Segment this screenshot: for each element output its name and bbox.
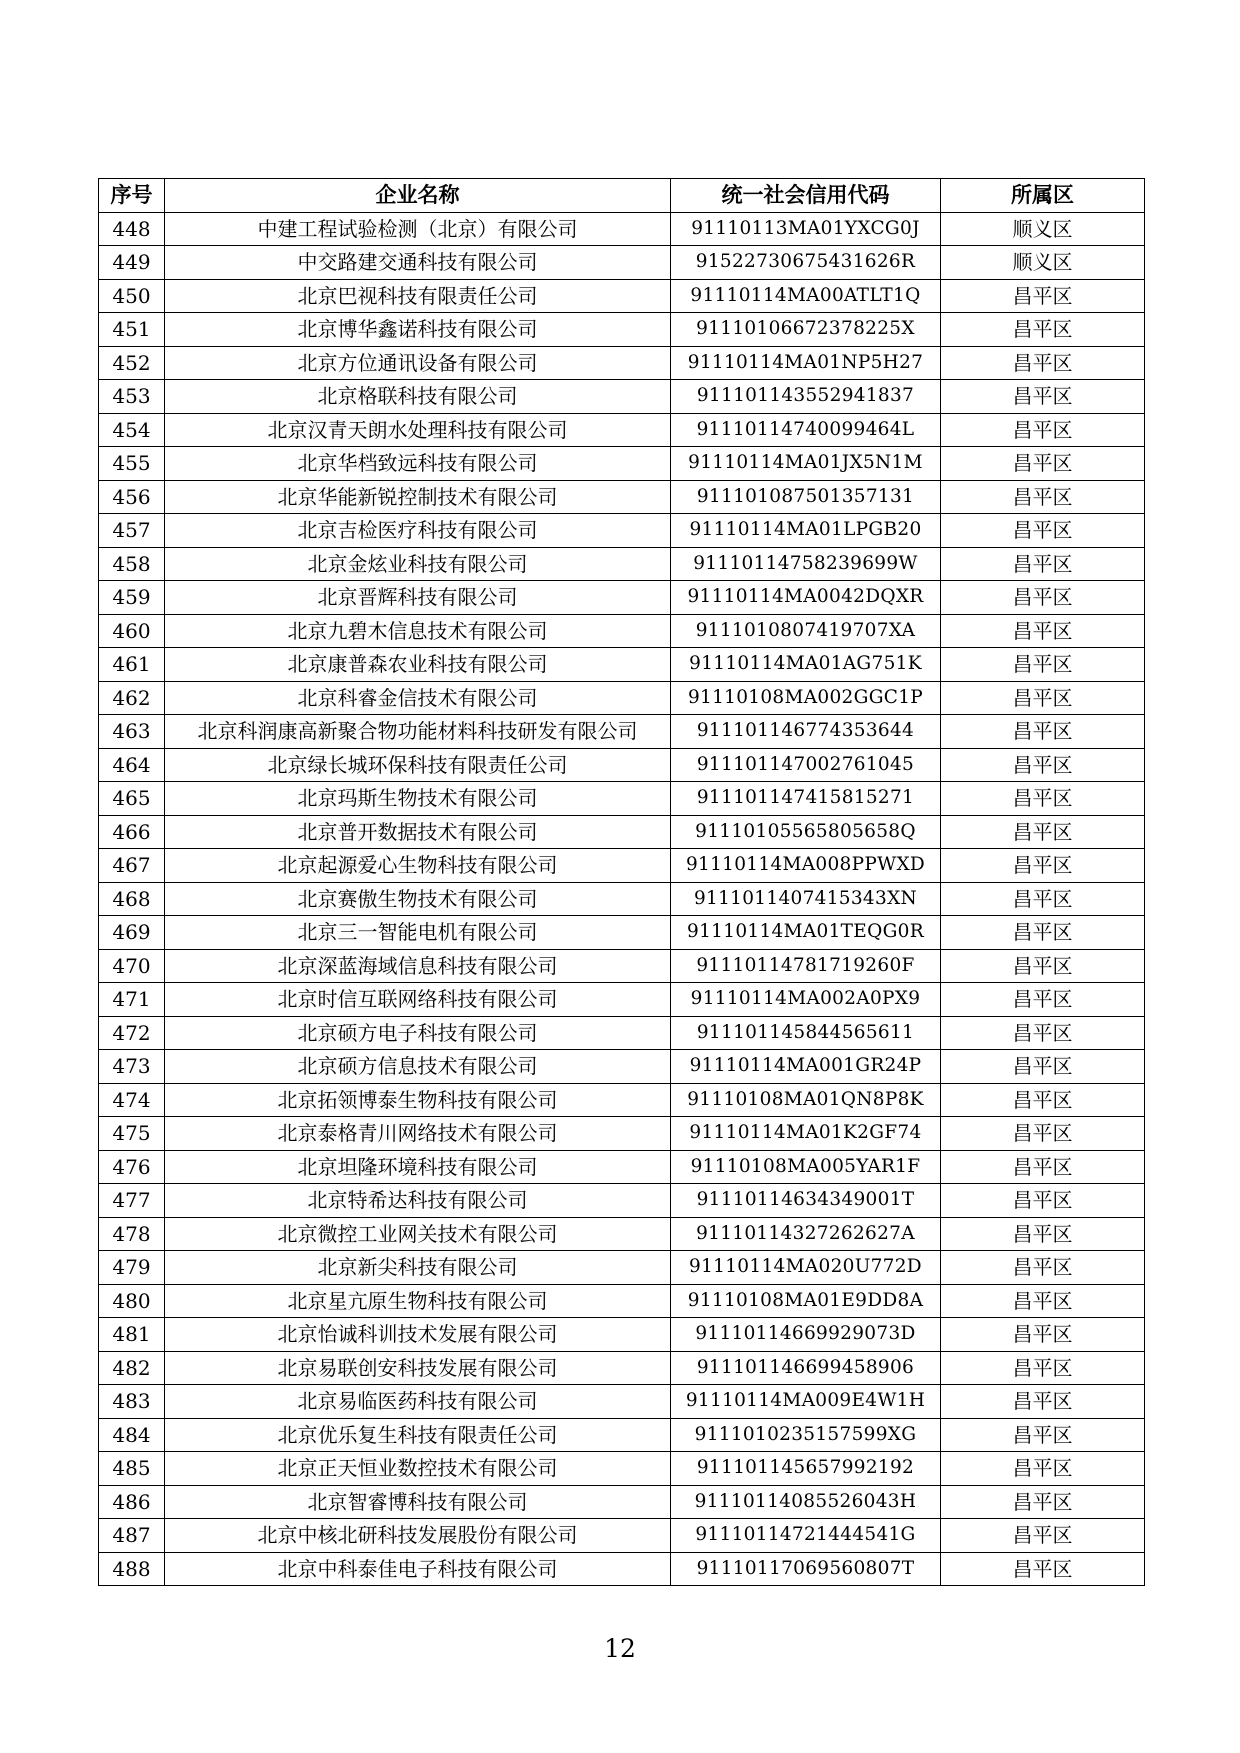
- cell-code: 911101145657992192: [671, 1452, 941, 1486]
- table-row: [99, 648, 1145, 682]
- cell-name: 北京泰格青川网络技术有限公司: [165, 1117, 671, 1151]
- cell-seq: 484: [99, 1418, 165, 1452]
- table-row: [99, 681, 1145, 715]
- cell-seq: 474: [99, 1083, 165, 1117]
- cell-code: 9111010235157599XG: [671, 1418, 941, 1452]
- cell-district: 昌平区: [941, 1050, 1145, 1084]
- cell-seq: 471: [99, 983, 165, 1017]
- cell-name: 北京智睿博科技有限公司: [165, 1485, 671, 1519]
- table-row: [99, 413, 1145, 447]
- cell-code: 911101146699458906: [671, 1351, 941, 1385]
- table-row: [99, 581, 1145, 615]
- cell-name: 北京康普森农业科技有限公司: [165, 648, 671, 682]
- table-row: [99, 1318, 1145, 1352]
- table-row: [99, 1117, 1145, 1151]
- cell-code: 91522730675431626R: [671, 246, 941, 280]
- cell-code: 91110114634349001T: [671, 1184, 941, 1218]
- table-row: [99, 849, 1145, 883]
- cell-name: 北京吉检医疗科技有限公司: [165, 514, 671, 548]
- cell-district: 昌平区: [941, 1385, 1145, 1419]
- cell-code: 91110113MA01YXCG0J: [671, 212, 941, 246]
- cell-code: 91110114721444541G: [671, 1519, 941, 1553]
- cell-code: 91110114MA01TEQG0R: [671, 916, 941, 950]
- table-row: [99, 1284, 1145, 1318]
- cell-code: 91110114758239699W: [671, 547, 941, 581]
- cell-seq: 455: [99, 447, 165, 481]
- table-row: [99, 547, 1145, 581]
- cell-name: 北京普开数据技术有限公司: [165, 815, 671, 849]
- header-code: 统一社会信用代码: [671, 179, 941, 213]
- cell-code: 91110114MA01NP5H27: [671, 346, 941, 380]
- cell-district: 昌平区: [941, 748, 1145, 782]
- cell-code: 91110114MA001GR24P: [671, 1050, 941, 1084]
- cell-district: 昌平区: [941, 1519, 1145, 1553]
- cell-code: 91110108MA01E9DD8A: [671, 1284, 941, 1318]
- cell-seq: 477: [99, 1184, 165, 1218]
- cell-seq: 448: [99, 212, 165, 246]
- cell-name: 北京新尖科技有限公司: [165, 1251, 671, 1285]
- table-row: [99, 1016, 1145, 1050]
- cell-code: 91110114MA01JX5N1M: [671, 447, 941, 481]
- cell-seq: 488: [99, 1552, 165, 1586]
- cell-seq: 454: [99, 413, 165, 447]
- table-row: [99, 1217, 1145, 1251]
- cell-code: 91110114MA0042DQXR: [671, 581, 941, 615]
- cell-name: 北京时信互联网络科技有限公司: [165, 983, 671, 1017]
- cell-code: 91110106672378225X: [671, 313, 941, 347]
- table-row: [99, 1050, 1145, 1084]
- table-row: [99, 313, 1145, 347]
- enterprise-table: [98, 178, 1145, 1586]
- cell-seq: 481: [99, 1318, 165, 1352]
- cell-seq: 465: [99, 782, 165, 816]
- page-number: 12: [604, 1634, 636, 1663]
- cell-name: 北京易临医药科技有限公司: [165, 1385, 671, 1419]
- cell-district: 昌平区: [941, 1485, 1145, 1519]
- cell-district: 昌平区: [941, 1418, 1145, 1452]
- cell-district: 昌平区: [941, 447, 1145, 481]
- cell-district: 顺义区: [941, 212, 1145, 246]
- cell-seq: 487: [99, 1519, 165, 1553]
- cell-seq: 478: [99, 1217, 165, 1251]
- cell-name: 北京科润康高新聚合物功能材料科技研发有限公司: [165, 715, 671, 749]
- cell-district: 昌平区: [941, 313, 1145, 347]
- cell-code: 91110114740099464L: [671, 413, 941, 447]
- table-row: [99, 748, 1145, 782]
- cell-district: 昌平区: [941, 1284, 1145, 1318]
- cell-district: 昌平区: [941, 1217, 1145, 1251]
- cell-seq: 456: [99, 480, 165, 514]
- cell-name: 北京坦隆环境科技有限公司: [165, 1150, 671, 1184]
- cell-seq: 480: [99, 1284, 165, 1318]
- cell-name: 北京格联科技有限公司: [165, 380, 671, 414]
- cell-code: 9111010807419707XA: [671, 614, 941, 648]
- cell-name: 北京玛斯生物技术有限公司: [165, 782, 671, 816]
- table-body: [99, 212, 1145, 1586]
- cell-name: 北京金炫业科技有限公司: [165, 547, 671, 581]
- cell-district: 昌平区: [941, 949, 1145, 983]
- cell-name: 北京方位通讯设备有限公司: [165, 346, 671, 380]
- table-row: [99, 1485, 1145, 1519]
- table-row: [99, 882, 1145, 916]
- cell-name: 北京中科泰佳电子科技有限公司: [165, 1552, 671, 1586]
- cell-seq: 479: [99, 1251, 165, 1285]
- cell-name: 北京华档致远科技有限公司: [165, 447, 671, 481]
- cell-district: 昌平区: [941, 1251, 1145, 1285]
- table-row: [99, 1552, 1145, 1586]
- cell-district: 昌平区: [941, 1083, 1145, 1117]
- cell-seq: 449: [99, 246, 165, 280]
- cell-district: 昌平区: [941, 614, 1145, 648]
- cell-code: 911101147002761045: [671, 748, 941, 782]
- table-row: [99, 916, 1145, 950]
- cell-name: 北京科睿金信技术有限公司: [165, 681, 671, 715]
- cell-district: 昌平区: [941, 1184, 1145, 1218]
- table-row: [99, 380, 1145, 414]
- table-row: [99, 514, 1145, 548]
- cell-district: 昌平区: [941, 380, 1145, 414]
- cell-name: 中建工程试验检测（北京）有限公司: [165, 212, 671, 246]
- cell-name: 北京起源爱心生物科技有限公司: [165, 849, 671, 883]
- cell-district: 昌平区: [941, 480, 1145, 514]
- cell-code: 91110114MA008PPWXD: [671, 849, 941, 883]
- cell-seq: 483: [99, 1385, 165, 1419]
- cell-code: 91110105565805658Q: [671, 815, 941, 849]
- cell-code: 91110114781719260F: [671, 949, 941, 983]
- cell-code: 9111011407415343XN: [671, 882, 941, 916]
- table-row: [99, 1083, 1145, 1117]
- cell-district: 昌平区: [941, 346, 1145, 380]
- cell-name: 北京博华鑫诺科技有限公司: [165, 313, 671, 347]
- cell-seq: 475: [99, 1117, 165, 1151]
- cell-seq: 473: [99, 1050, 165, 1084]
- cell-district: 昌平区: [941, 1016, 1145, 1050]
- cell-code: 91110108MA01QN8P8K: [671, 1083, 941, 1117]
- cell-district: 昌平区: [941, 279, 1145, 313]
- cell-code: 91110114MA00ATLT1Q: [671, 279, 941, 313]
- cell-name: 北京华能新锐控制技术有限公司: [165, 480, 671, 514]
- cell-name: 北京深蓝海域信息科技有限公司: [165, 949, 671, 983]
- cell-district: 昌平区: [941, 648, 1145, 682]
- cell-district: 昌平区: [941, 1351, 1145, 1385]
- table-header: [99, 179, 1145, 213]
- cell-name: 北京微控工业网关技术有限公司: [165, 1217, 671, 1251]
- table-row: [99, 1184, 1145, 1218]
- cell-code: 91110114MA01LPGB20: [671, 514, 941, 548]
- cell-name: 北京汉青天朗水处理科技有限公司: [165, 413, 671, 447]
- table-row: [99, 1452, 1145, 1486]
- cell-name: 北京正天恒业数控技术有限公司: [165, 1452, 671, 1486]
- cell-district: 昌平区: [941, 715, 1145, 749]
- cell-seq: 476: [99, 1150, 165, 1184]
- cell-district: 昌平区: [941, 782, 1145, 816]
- cell-district: 昌平区: [941, 916, 1145, 950]
- cell-code: 91110114MA020U772D: [671, 1251, 941, 1285]
- cell-district: 昌平区: [941, 882, 1145, 916]
- cell-district: 昌平区: [941, 849, 1145, 883]
- table-row: [99, 949, 1145, 983]
- table-row: [99, 614, 1145, 648]
- cell-district: 昌平区: [941, 815, 1145, 849]
- cell-seq: 460: [99, 614, 165, 648]
- cell-name: 北京九碧木信息技术有限公司: [165, 614, 671, 648]
- cell-seq: 485: [99, 1452, 165, 1486]
- cell-name: 北京星亢原生物科技有限公司: [165, 1284, 671, 1318]
- cell-code: 91110114085526043H: [671, 1485, 941, 1519]
- header-seq: 序号: [99, 179, 165, 213]
- cell-district: 昌平区: [941, 1452, 1145, 1486]
- cell-name: 中交路建交通科技有限公司: [165, 246, 671, 280]
- header-district: 所属区: [941, 179, 1145, 213]
- cell-code: 911101143552941837: [671, 380, 941, 414]
- table-row: [99, 782, 1145, 816]
- cell-name: 北京晋辉科技有限公司: [165, 581, 671, 615]
- cell-code: 91110114669929073D: [671, 1318, 941, 1352]
- cell-code: 91110114327262627A: [671, 1217, 941, 1251]
- cell-seq: 469: [99, 916, 165, 950]
- table-row: [99, 1385, 1145, 1419]
- cell-code: 91110114MA009E4W1H: [671, 1385, 941, 1419]
- cell-name: 北京特希达科技有限公司: [165, 1184, 671, 1218]
- cell-district: 昌平区: [941, 1552, 1145, 1586]
- table-row: [99, 447, 1145, 481]
- cell-seq: 467: [99, 849, 165, 883]
- table-row: [99, 715, 1145, 749]
- cell-code: 91110108MA002GGC1P: [671, 681, 941, 715]
- cell-seq: 459: [99, 581, 165, 615]
- cell-seq: 457: [99, 514, 165, 548]
- cell-district: 昌平区: [941, 1318, 1145, 1352]
- cell-code: 911101145844565611: [671, 1016, 941, 1050]
- cell-code: 91110114MA002A0PX9: [671, 983, 941, 1017]
- cell-seq: 450: [99, 279, 165, 313]
- cell-seq: 453: [99, 380, 165, 414]
- table-row: [99, 815, 1145, 849]
- cell-district: 昌平区: [941, 581, 1145, 615]
- cell-name: 北京硕方电子科技有限公司: [165, 1016, 671, 1050]
- cell-code: 911101147415815271: [671, 782, 941, 816]
- cell-district: 昌平区: [941, 413, 1145, 447]
- cell-seq: 472: [99, 1016, 165, 1050]
- cell-code: 91110108MA005YAR1F: [671, 1150, 941, 1184]
- cell-district: 昌平区: [941, 681, 1145, 715]
- header-row: [99, 179, 1145, 213]
- cell-name: 北京怡诚科训技术发展有限公司: [165, 1318, 671, 1352]
- cell-seq: 464: [99, 748, 165, 782]
- cell-code: 91110114MA01AG751K: [671, 648, 941, 682]
- cell-seq: 462: [99, 681, 165, 715]
- cell-name: 北京易联创安科技发展有限公司: [165, 1351, 671, 1385]
- table-row: [99, 1251, 1145, 1285]
- cell-name: 北京硕方信息技术有限公司: [165, 1050, 671, 1084]
- cell-seq: 470: [99, 949, 165, 983]
- cell-code: 911101087501357131: [671, 480, 941, 514]
- cell-district: 昌平区: [941, 1117, 1145, 1151]
- table-row: [99, 1519, 1145, 1553]
- table-row: [99, 983, 1145, 1017]
- cell-seq: 482: [99, 1351, 165, 1385]
- table-row: [99, 1351, 1145, 1385]
- cell-seq: 461: [99, 648, 165, 682]
- cell-code: 91110114MA01K2GF74: [671, 1117, 941, 1151]
- cell-seq: 452: [99, 346, 165, 380]
- cell-district: 昌平区: [941, 514, 1145, 548]
- cell-name: 北京中核北研科技发展股份有限公司: [165, 1519, 671, 1553]
- cell-district: 昌平区: [941, 547, 1145, 581]
- table-row: [99, 279, 1145, 313]
- table-row: [99, 346, 1145, 380]
- table-row: [99, 212, 1145, 246]
- cell-name: 北京三一智能电机有限公司: [165, 916, 671, 950]
- cell-seq: 451: [99, 313, 165, 347]
- table-row: [99, 480, 1145, 514]
- cell-name: 北京绿长城环保科技有限责任公司: [165, 748, 671, 782]
- table-row: [99, 1150, 1145, 1184]
- cell-name: 北京巴视科技有限责任公司: [165, 279, 671, 313]
- cell-name: 北京赛傲生物技术有限公司: [165, 882, 671, 916]
- cell-code: 911101146774353644: [671, 715, 941, 749]
- cell-code: 91110117069560807T: [671, 1552, 941, 1586]
- cell-name: 北京优乐复生科技有限责任公司: [165, 1418, 671, 1452]
- cell-seq: 463: [99, 715, 165, 749]
- cell-district: 昌平区: [941, 1150, 1145, 1184]
- cell-district: 顺义区: [941, 246, 1145, 280]
- cell-seq: 468: [99, 882, 165, 916]
- table-row: [99, 246, 1145, 280]
- cell-name: 北京拓领博泰生物科技有限公司: [165, 1083, 671, 1117]
- table-row: [99, 1418, 1145, 1452]
- header-name: 企业名称: [165, 179, 671, 213]
- cell-district: 昌平区: [941, 983, 1145, 1017]
- cell-seq: 486: [99, 1485, 165, 1519]
- cell-seq: 466: [99, 815, 165, 849]
- cell-seq: 458: [99, 547, 165, 581]
